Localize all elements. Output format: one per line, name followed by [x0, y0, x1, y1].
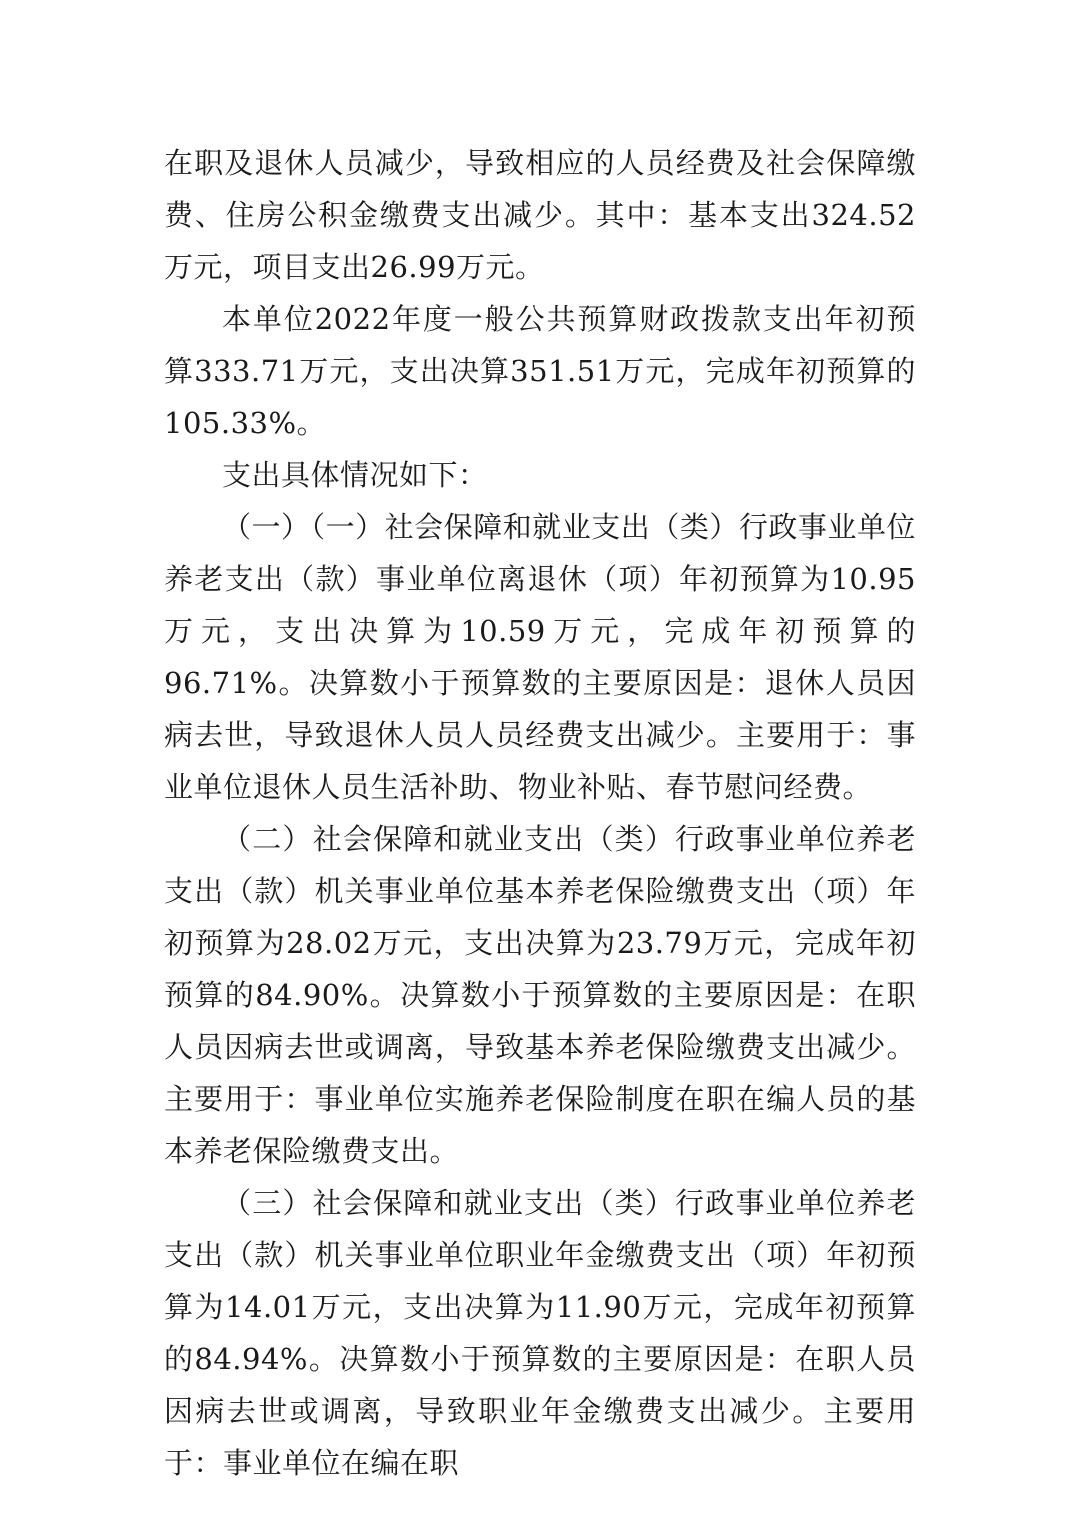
paragraph-item-1: （一）（一）社会保障和就业支出（类）行政事业单位养老支出（款）事业单位离退休（项）年初预算为10.95万元，支出决算为10.59万元，完成年初预算的96.71%。决算数小于预算数的主要原因是：退休人员因病去世，导致退休人员人员经费支出减少。主要用于：事业单位退休人员生活补助、物业补贴、春节慰问经费。	[164, 510, 916, 804]
paragraph-item-2: （二）社会保障和就业支出（类）行政事业单位养老支出（款）机关事业单位基本养老保险缴费支出（项）年初预算为28.02万元，支出决算为23.79万元，完成年初预算的84.90%。决算数小于预算数的主要原因是：在职人员因病去世或调离，导致基本养老保险缴费支出减少。主要用于：事业单位实施养老保险制度在职在编人员的基本养老保险缴费支出。	[164, 822, 916, 1168]
paragraph-details-intro: 支出具体情况如下：	[222, 458, 488, 492]
document-body	[164, 137, 916, 1489]
paragraph-budget-summary: 本单位2022年度一般公共预算财政拨款支出年初预算333.71万元，支出决算351.51万元，完成年初预算的105.33%。	[164, 302, 916, 440]
paragraph-continuation: 在职及退休人员减少，导致相应的人员经费及社会保障缴费、住房公积金缴费支出减少。其中：基本支出324.52万元，项目支出26.99万元。	[164, 146, 916, 284]
paragraph-item-3: （三）社会保障和就业支出（类）行政事业单位养老支出（款）机关事业单位职业年金缴费支出（项）年初预算为14.01万元，支出决算为11.90万元，完成年初预算的84.94%。决算数小于预算数的主要原因是：在职人员因病去世或调离，导致职业年金缴费支出减少。主要用于：事业单位在编在职	[164, 1186, 916, 1480]
